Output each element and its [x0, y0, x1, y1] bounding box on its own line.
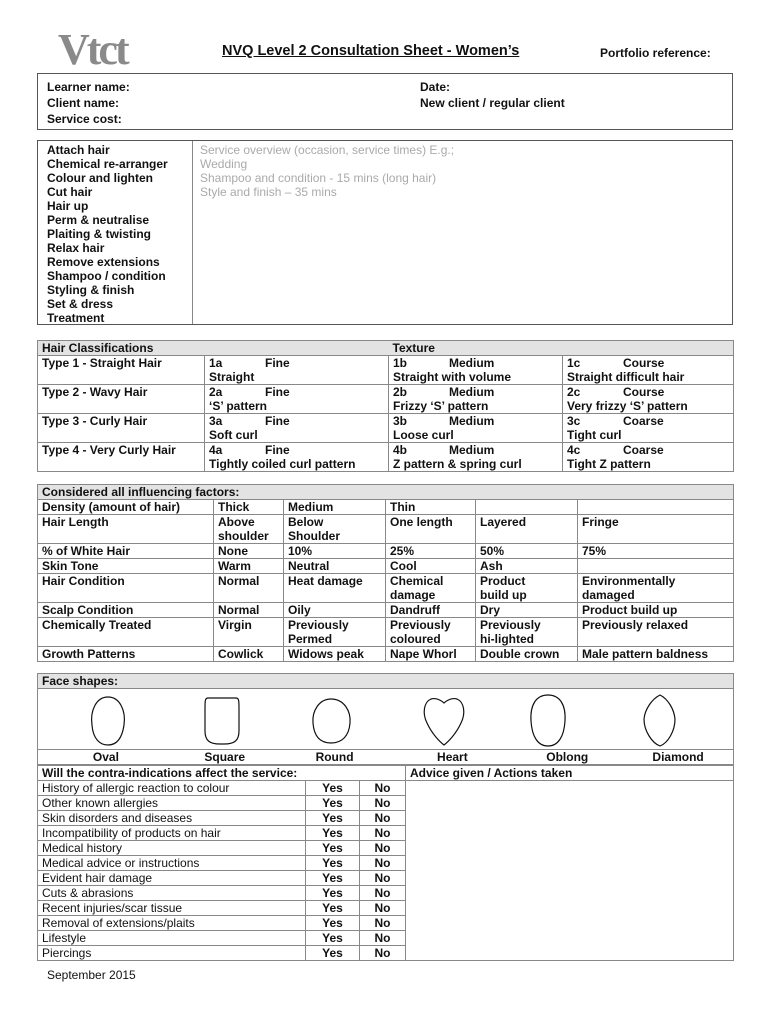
contra-yes-option[interactable]: Yes	[306, 901, 360, 916]
contra-no-option[interactable]: No	[360, 871, 406, 886]
texture-name: Course	[623, 356, 665, 370]
factor-option	[476, 500, 578, 515]
factor-text: Medium	[288, 500, 334, 514]
texture-header: Texture	[389, 341, 563, 356]
service-item: Chemical re-arranger	[47, 157, 168, 171]
texture-code-cell	[389, 443, 563, 458]
factor-text: Ash	[480, 559, 503, 573]
factor-text: Virgin	[218, 618, 252, 632]
factor-option	[578, 559, 734, 574]
factor-text: hi-lighted	[480, 632, 534, 646]
factor-text: Product build up	[582, 603, 678, 617]
texture-name: Course	[623, 385, 665, 399]
texture-description: Straight difficult hair	[563, 370, 734, 385]
factor-text: Permed	[288, 632, 333, 646]
service-item: Cut hair	[47, 185, 93, 199]
texture-description: ‘S’ pattern	[205, 399, 389, 414]
factor-label	[38, 574, 214, 603]
texture-code: 3a	[209, 414, 223, 428]
factor-text: Growth Patterns	[42, 647, 136, 661]
contra-yes-option[interactable]: Yes	[306, 841, 360, 856]
factor-option	[476, 603, 578, 618]
factor-option	[476, 647, 578, 662]
factor-option	[214, 574, 284, 603]
contra-item: Other known allergies	[38, 796, 306, 811]
factor-text: Nape Whorl	[390, 647, 457, 661]
face-shapes-drawings	[38, 689, 734, 750]
factor-option	[578, 574, 734, 603]
factor-text: Oily	[288, 603, 311, 617]
factor-option	[214, 603, 284, 618]
service-item: Hair up	[47, 199, 89, 213]
factor-text: Chemical	[390, 574, 444, 588]
texture-code-cell	[563, 443, 734, 458]
contra-yes-option[interactable]: Yes	[306, 781, 360, 796]
factor-option	[386, 647, 476, 662]
factor-row	[38, 559, 734, 574]
factor-option	[476, 618, 578, 647]
hair-type-label: Type 3 - Curly Hair	[38, 414, 205, 443]
advice-field[interactable]	[406, 781, 734, 961]
contra-item: Evident hair damage	[38, 871, 306, 886]
service-item: Attach hair	[47, 143, 110, 157]
services-box	[37, 140, 733, 325]
factor-text: Neutral	[288, 559, 330, 573]
contra-yes-option[interactable]: Yes	[306, 856, 360, 871]
contra-row	[38, 781, 734, 796]
factor-text: Cowlick	[218, 647, 264, 661]
hair-type-label: Type 2 - Wavy Hair	[38, 385, 205, 414]
contra-no-option[interactable]: No	[360, 901, 406, 916]
face-label-diamond: Diamond	[652, 750, 704, 764]
heart-face-icon	[424, 699, 464, 745]
factor-text: Product	[480, 574, 526, 588]
contra-no-option[interactable]: No	[360, 796, 406, 811]
contra-no-option[interactable]: No	[360, 811, 406, 826]
texture-code-cell	[205, 385, 389, 400]
factors-header: Considered all influencing factors:	[38, 485, 734, 500]
face-label-square: Square	[204, 750, 246, 764]
service-item: Remove extensions	[47, 255, 160, 269]
face-shapes-table	[37, 673, 734, 765]
texture-name: Fine	[265, 414, 290, 428]
contra-item: Cuts & abrasions	[38, 886, 306, 901]
service-overview-line: Wedding	[200, 157, 248, 171]
service-item: Plaiting & twisting	[47, 227, 151, 241]
factor-text	[582, 559, 729, 573]
factor-text: None	[218, 544, 248, 558]
texture-code: 3c	[567, 414, 581, 428]
factor-label	[38, 559, 214, 574]
factor-option	[476, 574, 578, 603]
face-shapes-header: Face shapes:	[38, 674, 734, 689]
contra-no-option[interactable]: No	[360, 931, 406, 946]
contra-no-option[interactable]: No	[360, 886, 406, 901]
factor-option	[578, 647, 734, 662]
texture-code-cell	[389, 356, 563, 371]
advice-header: Advice given / Actions taken	[406, 766, 734, 781]
texture-name: Medium	[449, 443, 495, 457]
face-label-oval: Oval	[92, 750, 119, 764]
factor-label	[38, 544, 214, 559]
contra-no-option[interactable]: No	[360, 826, 406, 841]
factor-label	[38, 618, 214, 647]
influencing-factors-table	[37, 484, 734, 662]
texture-name: Medium	[449, 414, 495, 428]
factor-option	[578, 515, 734, 544]
face-shape-labels	[38, 750, 734, 765]
factor-row	[38, 603, 734, 618]
texture-code-cell	[389, 385, 563, 400]
factor-text: Previously	[390, 618, 451, 632]
texture-name: Medium	[449, 356, 495, 370]
contra-item: Medical history	[38, 841, 306, 856]
texture-code: 4c	[567, 443, 581, 457]
factor-text: Shoulder	[288, 529, 341, 543]
texture-code-cell	[205, 443, 389, 458]
factor-label	[38, 500, 214, 515]
factor-row	[38, 515, 734, 544]
contra-yes-option[interactable]: Yes	[306, 886, 360, 901]
diamond-face-icon	[644, 695, 675, 746]
texture-description: Straight with volume	[389, 370, 563, 385]
footer-date: September 2015	[47, 968, 136, 982]
factor-text: Above	[218, 515, 255, 529]
service-item: Styling & finish	[47, 283, 135, 297]
contra-item: History of allergic reaction to colour	[38, 781, 306, 796]
factor-option	[476, 515, 578, 544]
factor-text: coloured	[390, 632, 441, 646]
factor-row	[38, 647, 734, 662]
contra-yes-option[interactable]: Yes	[306, 931, 360, 946]
contra-yes-option[interactable]: Yes	[306, 916, 360, 931]
factor-text: 75%	[582, 544, 607, 558]
factor-text: Previously relaxed	[582, 618, 689, 632]
factor-text: damage	[390, 588, 436, 602]
contra-item: Removal of extensions/plaits	[38, 916, 306, 931]
contra-no-option[interactable]: No	[360, 856, 406, 871]
factor-label	[38, 603, 214, 618]
learner-details-box	[37, 73, 733, 130]
contra-no-option[interactable]: No	[360, 781, 406, 796]
texture-code-cell	[563, 385, 734, 400]
contra-item: Lifestyle	[38, 931, 306, 946]
factor-option	[476, 559, 578, 574]
texture-code-cell	[563, 356, 734, 371]
factor-text: Double crown	[480, 647, 560, 661]
factor-text: Layered	[480, 515, 527, 529]
texture-code-cell	[563, 414, 734, 429]
factor-text	[480, 500, 573, 514]
factor-option	[386, 574, 476, 603]
contra-item: Piercings	[38, 946, 306, 961]
texture-code-cell	[389, 414, 563, 429]
contra-header: Will the contra-indications affect the service:	[38, 766, 406, 781]
factor-text: Hair Condition	[42, 574, 125, 588]
factor-text: Male pattern baldness	[582, 647, 709, 661]
factor-text: shoulder	[218, 529, 269, 543]
factor-text: Cool	[390, 559, 417, 573]
vtct-logo: Vtct	[58, 25, 127, 74]
factor-option	[386, 515, 476, 544]
factor-option	[386, 559, 476, 574]
square-face-icon	[205, 698, 239, 744]
service-overview-line: Shampoo and condition - 15 mins (long hair)	[200, 171, 437, 185]
factor-text	[582, 500, 729, 514]
factor-text: Density (amount of hair)	[42, 500, 181, 514]
service-overview-line: Style and finish – 35 mins	[200, 185, 337, 199]
texture-description: Tight curl	[563, 428, 734, 443]
factor-text: Heat damage	[288, 574, 363, 588]
texture-name: Fine	[265, 385, 290, 399]
learner-name-label: Learner name:	[47, 80, 130, 94]
factor-text: damaged	[582, 588, 635, 602]
service-item: Shampoo / condition	[47, 269, 166, 283]
factor-option	[578, 500, 734, 515]
texture-description: Tightly coiled curl pattern	[205, 457, 389, 472]
client-name-label: Client name:	[47, 96, 120, 110]
texture-description: Frizzy ‘S’ pattern	[389, 399, 563, 414]
round-face-icon	[313, 699, 350, 743]
factor-option	[214, 647, 284, 662]
factor-text: 10%	[288, 544, 313, 558]
service-list	[47, 143, 168, 325]
factor-row	[38, 500, 734, 515]
contra-yes-option[interactable]: Yes	[306, 946, 360, 961]
factor-option	[214, 544, 284, 559]
contra-no-option[interactable]: No	[360, 946, 406, 961]
hair-classifications-header: Hair Classifications	[38, 341, 205, 356]
contra-item: Incompatibility of products on hair	[38, 826, 306, 841]
factor-text: Thick	[218, 500, 250, 514]
texture-code: 4b	[393, 443, 408, 457]
hair-type-label: Type 1 - Straight Hair	[38, 356, 205, 385]
texture-description: Straight	[205, 370, 389, 385]
factor-option	[214, 500, 284, 515]
factor-text: Thin	[390, 500, 416, 514]
face-label-oblong: Oblong	[546, 750, 589, 764]
contra-item: Medical advice or instructions	[38, 856, 306, 871]
texture-code: 1b	[393, 356, 408, 370]
page-title: NVQ Level 2 Consultation Sheet - Women’s	[222, 43, 520, 59]
texture-code: 3b	[393, 414, 408, 428]
contra-yes-option[interactable]: Yes	[306, 871, 360, 886]
factor-text: Chemically Treated	[42, 618, 152, 632]
factor-option	[284, 559, 386, 574]
factor-text: Environmentally	[582, 574, 676, 588]
face-label-round: Round	[315, 750, 354, 764]
factor-option	[214, 618, 284, 647]
factor-text: build up	[480, 588, 527, 602]
factor-row	[38, 574, 734, 603]
client-type-label: New client / regular client	[420, 96, 565, 110]
factor-option	[284, 500, 386, 515]
factor-label	[38, 647, 214, 662]
service-cost-label: Service cost:	[47, 112, 122, 126]
factor-text: Dandruff	[390, 603, 440, 617]
factor-option	[284, 544, 386, 559]
texture-description: Soft curl	[205, 428, 389, 443]
factor-text: 50%	[480, 544, 505, 558]
factor-option	[578, 544, 734, 559]
factor-text: One length	[390, 515, 453, 529]
oblong-face-icon	[531, 695, 565, 746]
contra-yes-option[interactable]: Yes	[306, 796, 360, 811]
texture-description: Z pattern & spring curl	[389, 457, 563, 472]
factor-option	[284, 603, 386, 618]
texture-code: 2b	[393, 385, 408, 399]
service-item: Colour and lighten	[47, 171, 153, 185]
face-label-heart: Heart	[437, 750, 468, 764]
factor-option	[214, 559, 284, 574]
texture-code: 1a	[209, 356, 223, 370]
factor-text: Dry	[480, 603, 501, 617]
texture-description: Loose curl	[389, 428, 563, 443]
factor-row	[38, 618, 734, 647]
texture-name: Fine	[265, 443, 290, 457]
portfolio-reference-label: Portfolio reference:	[600, 46, 711, 60]
factor-option	[476, 544, 578, 559]
factor-text: Hair Length	[42, 515, 109, 529]
service-item: Perm & neutralise	[47, 213, 150, 227]
contra-no-option[interactable]: No	[360, 916, 406, 931]
factor-text: Scalp Condition	[42, 603, 134, 617]
factor-option	[284, 647, 386, 662]
factor-text: Normal	[218, 603, 260, 617]
oval-face-icon	[92, 697, 125, 745]
texture-code: 4a	[209, 443, 223, 457]
factor-text: % of White Hair	[42, 544, 131, 558]
texture-code: 1c	[567, 356, 581, 370]
service-item: Treatment	[47, 311, 105, 325]
texture-code: 2c	[567, 385, 581, 399]
factor-text: 25%	[390, 544, 415, 558]
texture-name: Fine	[265, 356, 290, 370]
factor-option	[578, 603, 734, 618]
texture-name: Medium	[449, 385, 495, 399]
factor-option	[386, 618, 476, 647]
factor-text: Below	[288, 515, 324, 529]
texture-code-cell	[205, 414, 389, 429]
hair-classifications-table	[37, 340, 734, 472]
date-label: Date:	[420, 80, 451, 94]
factor-option	[214, 515, 284, 544]
factor-label	[38, 515, 214, 544]
factor-option	[386, 544, 476, 559]
factor-text: Normal	[218, 574, 260, 588]
factor-option	[386, 603, 476, 618]
service-item: Relax hair	[47, 241, 105, 255]
contra-yes-option[interactable]: Yes	[306, 811, 360, 826]
service-overview-line: Service overview (occasion, service times) E.g.;	[200, 143, 455, 157]
contra-item: Recent injuries/scar tissue	[38, 901, 306, 916]
texture-description: Tight Z pattern	[563, 457, 734, 472]
factor-text: Previously	[480, 618, 541, 632]
service-overview-hint	[200, 143, 454, 199]
contra-yes-option[interactable]: Yes	[306, 826, 360, 841]
texture-description: Very frizzy ‘S’ pattern	[563, 399, 734, 414]
factor-text: Widows peak	[288, 647, 364, 661]
service-item: Set & dress	[47, 297, 114, 311]
factor-text: Previously	[288, 618, 349, 632]
factor-text: Fringe	[582, 515, 619, 529]
factor-row	[38, 544, 734, 559]
factor-option	[386, 500, 476, 515]
factor-option	[284, 618, 386, 647]
factor-option	[284, 574, 386, 603]
texture-code-cell	[205, 356, 389, 371]
factor-text: Warm	[218, 559, 251, 573]
factor-text: Skin Tone	[42, 559, 99, 573]
contra-indications-table	[37, 765, 734, 961]
contra-no-option[interactable]: No	[360, 841, 406, 856]
hair-type-label: Type 4 - Very Curly Hair	[38, 443, 205, 472]
texture-code: 2a	[209, 385, 223, 399]
texture-name: Coarse	[623, 443, 664, 457]
contra-item: Skin disorders and diseases	[38, 811, 306, 826]
texture-name: Coarse	[623, 414, 664, 428]
factor-option	[284, 515, 386, 544]
factor-option	[578, 618, 734, 647]
